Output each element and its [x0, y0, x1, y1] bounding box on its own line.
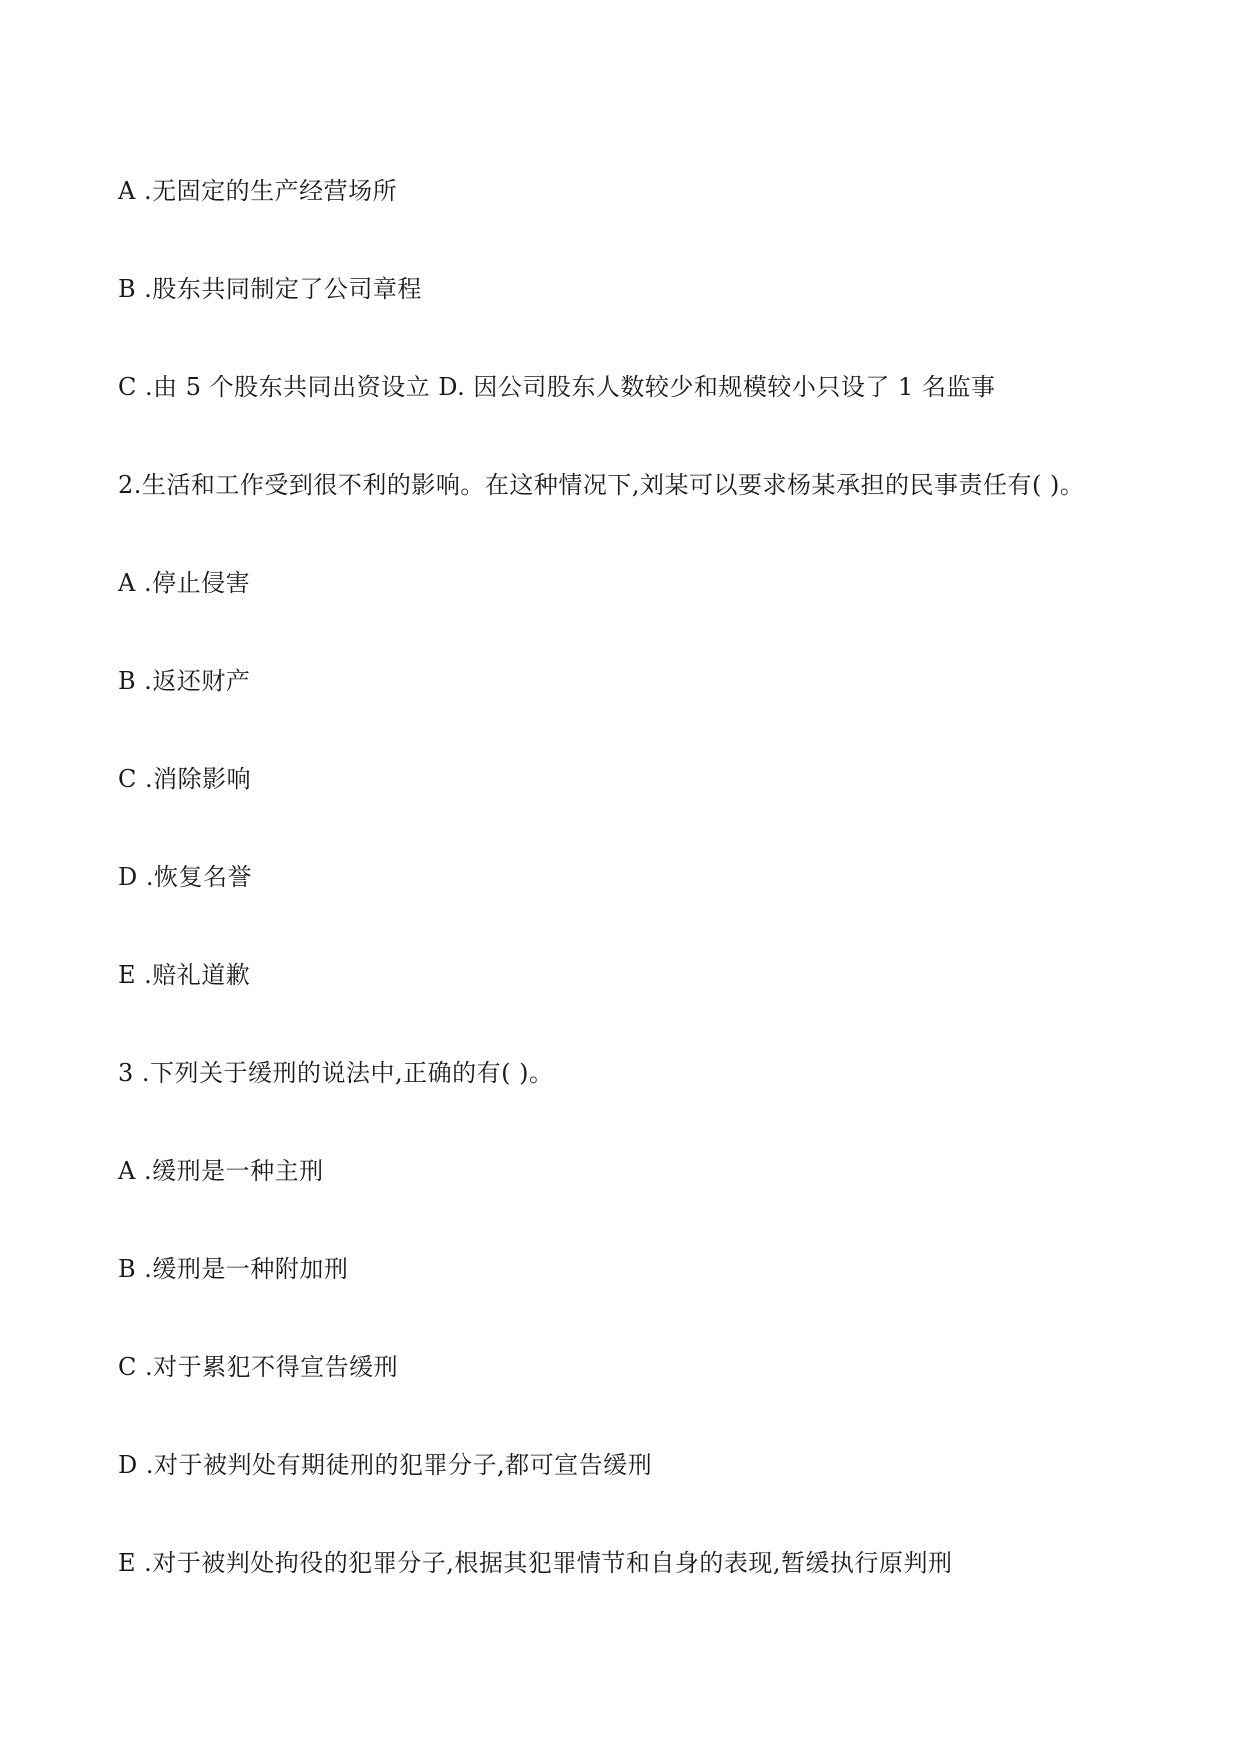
q1-option-c-d: C .由 5 个股东共同出资设立 D. 因公司股东人数较少和规模较小只设了 1 名监事: [118, 373, 996, 401]
q3-question: 3 .下列关于缓刑的说法中,正确的有( )。: [118, 1059, 554, 1087]
q2-option-c: C .消除影响: [118, 765, 252, 793]
q2-option-a: A .停止侵害: [118, 569, 251, 597]
q1-option-a: A .无固定的生产经营场所: [118, 177, 398, 205]
q1-option-b: B .股东共同制定了公司章程: [118, 275, 422, 303]
q2-option-b: B .返还财产: [118, 667, 251, 695]
q3-option-d: D .对于被判处有期徒刑的犯罪分子,都可宣告缓刑: [118, 1451, 653, 1479]
q3-option-c: C .对于累犯不得宣告缓刑: [118, 1353, 399, 1381]
q2-question: 2.生活和工作受到很不利的影响。在这种情况下,刘某可以要求杨某承担的民事责任有( )。: [118, 471, 1085, 499]
q2-option-d: D .恢复名誉: [118, 863, 252, 891]
q3-option-a: A .缓刑是一种主刑: [118, 1157, 324, 1185]
q3-option-b: B .缓刑是一种附加刑: [118, 1255, 349, 1283]
q3-option-e: E .对于被判处拘役的犯罪分子,根据其犯罪情节和自身的表现,暂缓执行原判刑: [118, 1549, 953, 1577]
q2-option-e: E .赔礼道歉: [118, 961, 251, 989]
